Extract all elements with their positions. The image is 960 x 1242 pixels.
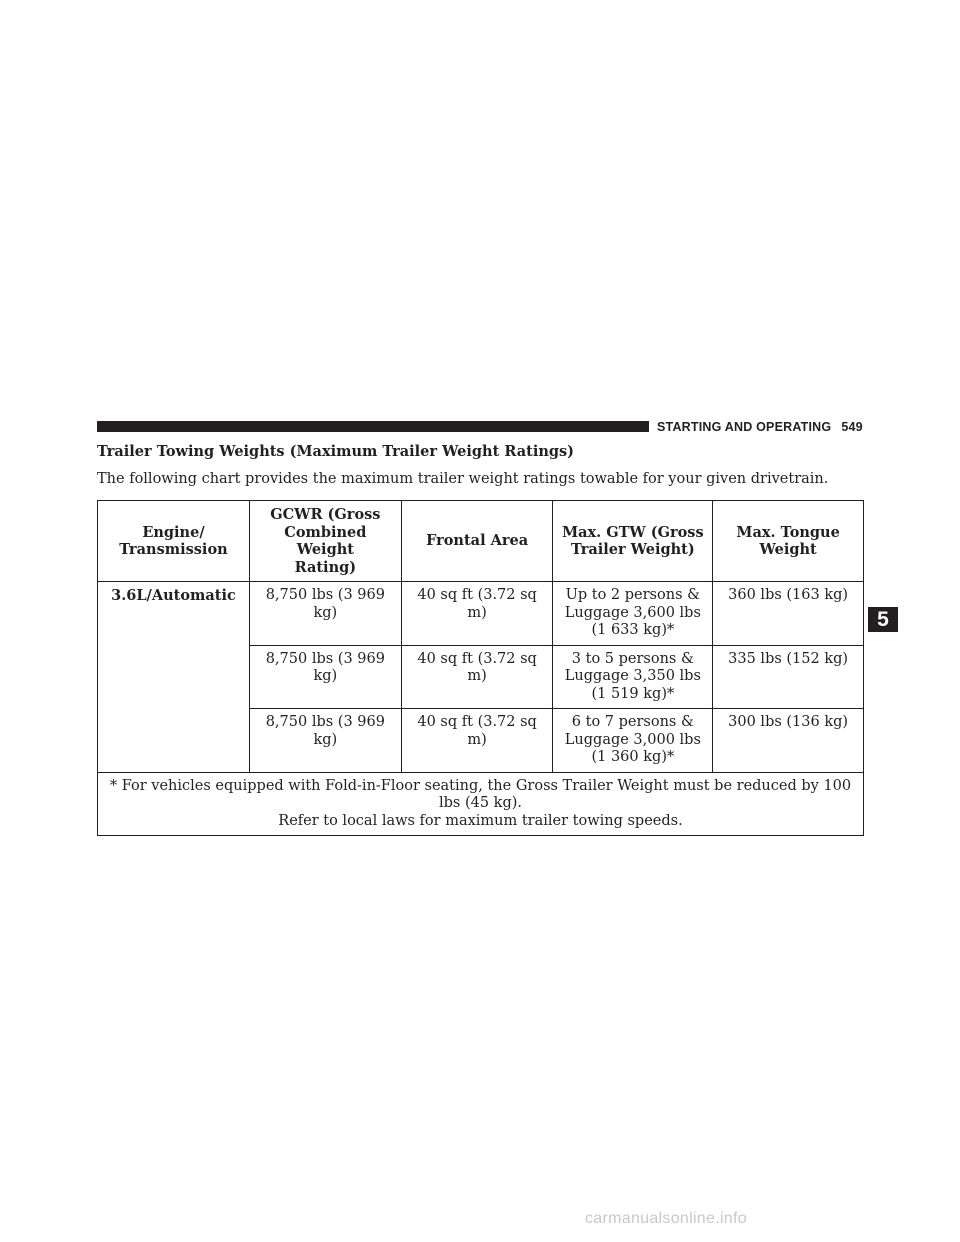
gtw-cell: 3 to 5 persons & Luggage 3,350 lbs (1 519 kg)* (553, 645, 713, 709)
trailer-weight-table (97, 500, 864, 836)
header-max-gtw: Max. GTW (Gross Trailer Weight) (553, 501, 713, 582)
intro-paragraph: The following chart provides the maximum trailer weight ratings towable for your given drivetrain. (97, 471, 829, 487)
chapter-tab: 5 (868, 607, 898, 632)
footnote-cell (98, 772, 864, 836)
page-number: 549 (841, 420, 863, 434)
header-rule (97, 421, 649, 432)
frontal-area-cell: 40 sq ft (3.72 sq m) (401, 645, 553, 709)
header-engine: Engine/ Transmission (98, 501, 250, 582)
tongue-cell: 360 lbs (163 kg) (713, 582, 864, 646)
tongue-cell: 300 lbs (136 kg) (713, 709, 864, 773)
header-gcwr: GCWR (Gross Combined Weight Rating) (249, 501, 401, 582)
gcwr-cell: 8,750 lbs (3 969 kg) (249, 709, 401, 773)
footnote-line: Refer to local laws for maximum trailer towing speeds. (278, 812, 683, 829)
table-row (98, 582, 864, 646)
tongue-cell: 335 lbs (152 kg) (713, 645, 864, 709)
header-max-tongue: Max. Tongue Weight (713, 501, 864, 582)
gcwr-cell: 8,750 lbs (3 969 kg) (249, 582, 401, 646)
gcwr-cell: 8,750 lbs (3 969 kg) (249, 645, 401, 709)
header-frontal-area: Frontal Area (401, 501, 553, 582)
gtw-cell: 6 to 7 persons & Luggage 3,000 lbs (1 360 kg)* (553, 709, 713, 773)
section-label: STARTING AND OPERATING (657, 420, 832, 434)
table-header-row (98, 501, 864, 582)
gtw-cell: Up to 2 persons & Luggage 3,600 lbs (1 633 kg)* (553, 582, 713, 646)
frontal-area-cell: 40 sq ft (3.72 sq m) (401, 709, 553, 773)
watermark: carmanualsonline.info (585, 1210, 747, 1227)
engine-cell: 3.6L/Automatic (98, 582, 250, 773)
frontal-area-cell: 40 sq ft (3.72 sq m) (401, 582, 553, 646)
section-title: Trailer Towing Weights (Maximum Trailer Weight Ratings) (97, 443, 575, 460)
running-header (657, 418, 863, 436)
footnote-line: * For vehicles equipped with Fold-in-Floor seating, the Gross Trailer Weight must be reduced by 100 lbs (45 kg). (109, 777, 852, 811)
footnote-row (98, 772, 864, 836)
